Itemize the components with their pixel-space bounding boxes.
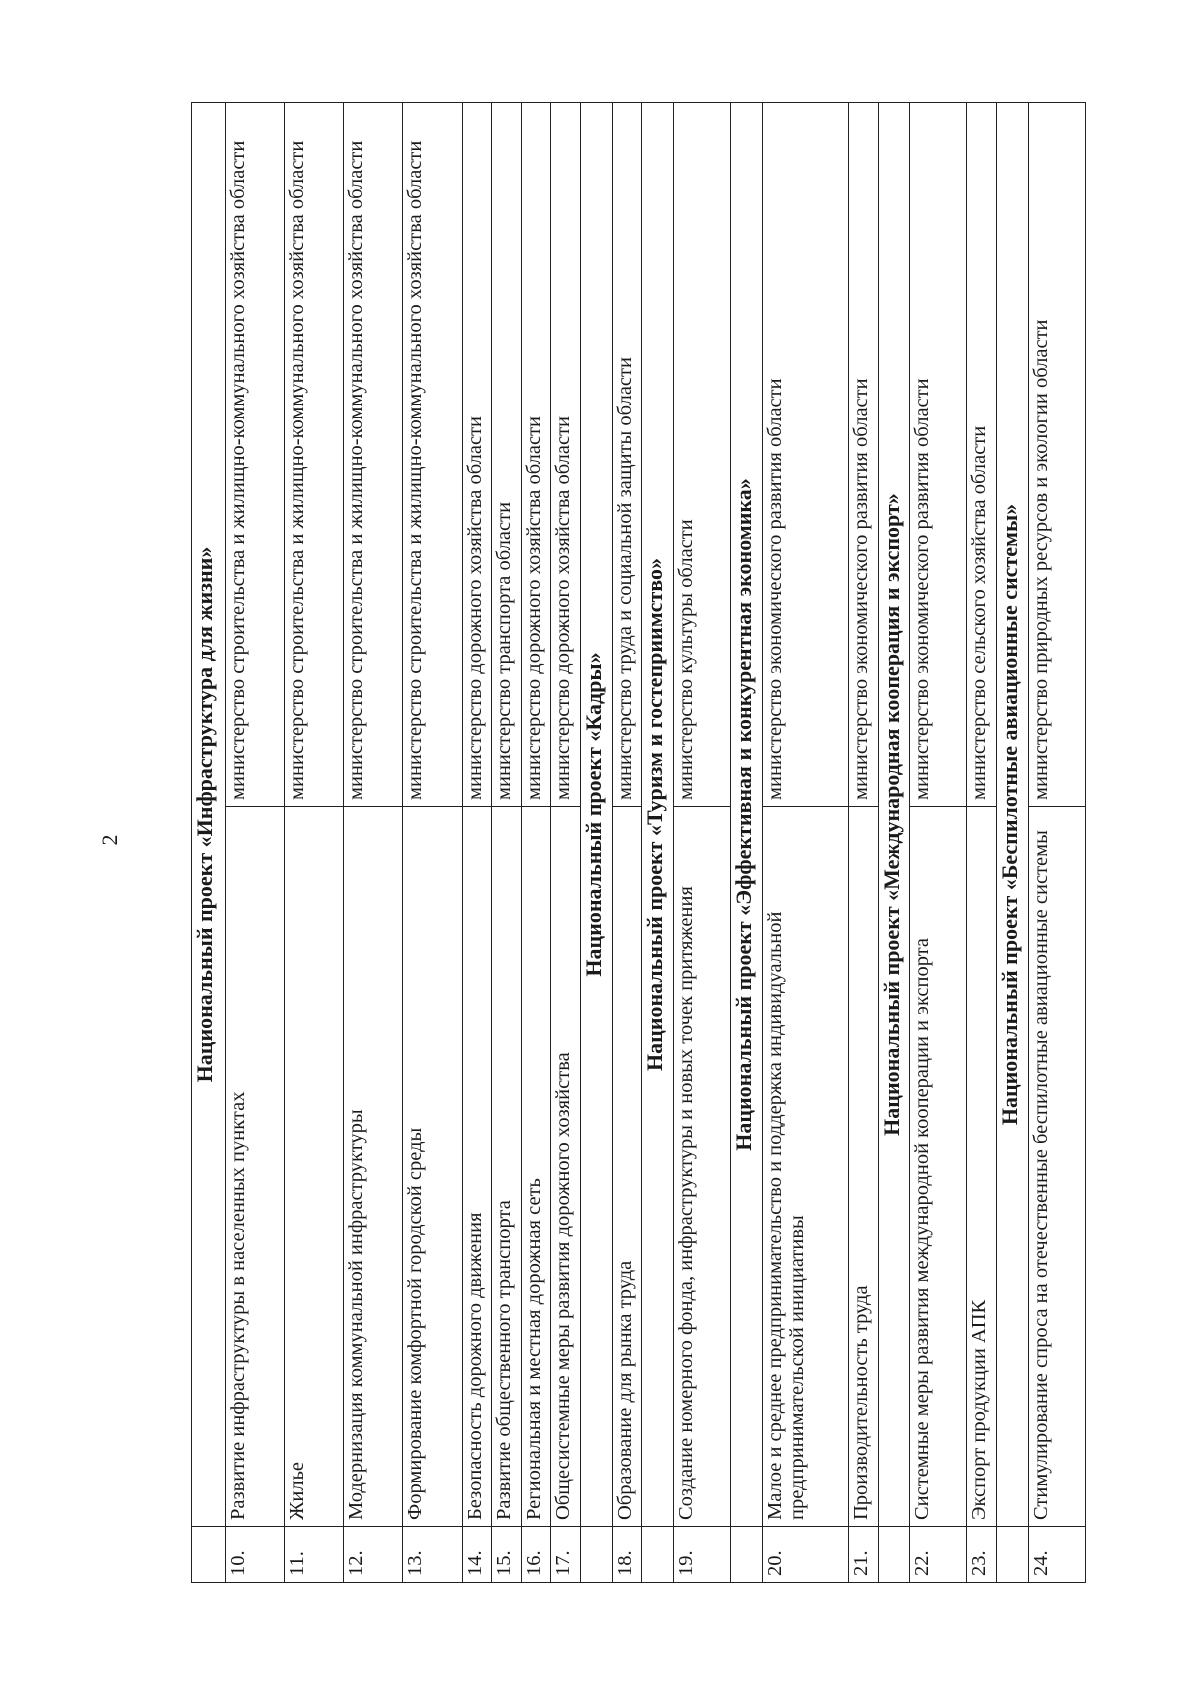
project-name: Стимулирование спроса на отечественные беспилотные авиационные системы <box>1028 807 1085 1527</box>
responsible-ministry: министерство экономического развития области <box>762 103 849 807</box>
responsible-ministry: министерство строительства и жилищно-коммунального хозяйства области <box>284 103 343 807</box>
row-number: 14. <box>462 1527 492 1583</box>
project-name: Производительность труда <box>849 807 879 1527</box>
section-header-row <box>642 103 674 1583</box>
table-row <box>284 103 343 1583</box>
responsible-ministry: министерство дорожного хозяйства области <box>462 103 492 807</box>
section-title: Национальный проект «Беспилотные авиационные системы» <box>997 103 1029 1527</box>
section-number-cell <box>730 1527 762 1583</box>
row-number: 19. <box>673 1527 730 1583</box>
row-number: 17. <box>551 1527 581 1583</box>
table-row <box>344 103 403 1583</box>
section-header-row <box>580 103 612 1583</box>
row-number: 16. <box>521 1527 551 1583</box>
section-number-cell <box>997 1527 1029 1583</box>
page-number: 2 <box>97 834 122 846</box>
table-row <box>673 103 730 1583</box>
section-title: Национальный проект «Международная кооперация и экспорт» <box>878 103 910 1527</box>
section-number-cell <box>192 1527 226 1583</box>
table-row <box>910 103 967 1583</box>
row-number: 20. <box>762 1527 849 1583</box>
section-header-row <box>878 103 910 1583</box>
responsible-ministry: министерство строительства и жилищно-коммунального хозяйства области <box>225 103 284 807</box>
table-row <box>462 103 492 1583</box>
project-name: Региональная и местная дорожная сеть <box>521 807 551 1527</box>
section-number-cell <box>580 1527 612 1583</box>
section-header-row <box>997 103 1029 1583</box>
table-row <box>551 103 581 1583</box>
responsible-ministry: министерство сельского хозяйства области <box>967 103 997 807</box>
project-name: Малое и среднее предпринимательство и поддержка индивидуальной предпринимательской инициативы <box>762 807 849 1527</box>
row-number: 18. <box>612 1527 642 1583</box>
project-name: Создание номерного фонда, инфраструктуры и новых точек притяжения <box>673 807 730 1527</box>
row-number: 12. <box>344 1527 403 1583</box>
section-title: Национальный проект «Туризм и гостеприимство» <box>642 103 674 1527</box>
row-number: 13. <box>403 1527 462 1583</box>
project-name: Модернизация коммунальной инфраструктуры <box>344 807 403 1527</box>
responsible-ministry: министерство дорожного хозяйства области <box>521 103 551 807</box>
table-row <box>403 103 462 1583</box>
section-header-row <box>730 103 762 1583</box>
section-header-row <box>192 103 226 1583</box>
table-row <box>521 103 551 1583</box>
project-name: Формирование комфортной городской среды <box>403 807 462 1527</box>
table-row <box>967 103 997 1583</box>
project-name: Жилье <box>284 807 343 1527</box>
responsible-ministry: министерство культуры области <box>673 103 730 807</box>
section-number-cell <box>878 1527 910 1583</box>
table-row <box>1028 103 1085 1583</box>
projects-table <box>191 102 1086 1583</box>
project-name: Общесистемные меры развития дорожного хозяйства <box>551 807 581 1527</box>
project-name: Экспорт продукции АПК <box>967 807 997 1527</box>
responsible-ministry: министерство дорожного хозяйства области <box>551 103 581 807</box>
project-name: Безопасность дорожного движения <box>462 807 492 1527</box>
table-row <box>225 103 284 1583</box>
section-number-cell <box>642 1527 674 1583</box>
row-number: 15. <box>492 1527 522 1583</box>
responsible-ministry: министерство строительства и жилищно-коммунального хозяйства области <box>344 103 403 807</box>
row-number: 23. <box>967 1527 997 1583</box>
section-title: Национальный проект «Эффективная и конкурентная экономика» <box>730 103 762 1527</box>
projects-table-wrapper <box>191 103 1086 1583</box>
project-name: Системные меры развития международной кооперации и экспорта <box>910 807 967 1527</box>
project-name: Развитие общественного транспорта <box>492 807 522 1527</box>
table-row <box>762 103 849 1583</box>
row-number: 21. <box>849 1527 879 1583</box>
row-number: 10. <box>225 1527 284 1583</box>
responsible-ministry: министерство труда и социальной защиты области <box>612 103 642 807</box>
table-row <box>612 103 642 1583</box>
table-row <box>492 103 522 1583</box>
responsible-ministry: министерство экономического развития области <box>910 103 967 807</box>
responsible-ministry: министерство транспорта области <box>492 103 522 807</box>
section-title: Национальный проект «Инфраструктура для жизни» <box>192 103 226 1527</box>
project-name: Образование для рынка труда <box>612 807 642 1527</box>
table-row <box>849 103 879 1583</box>
responsible-ministry: министерство строительства и жилищно-коммунального хозяйства области <box>403 103 462 807</box>
project-name: Развитие инфраструктуры в населенных пунктах <box>225 807 284 1527</box>
responsible-ministry: министерство природных ресурсов и экологии области <box>1028 103 1085 807</box>
section-title: Национальный проект «Кадры» <box>580 103 612 1527</box>
row-number: 22. <box>910 1527 967 1583</box>
responsible-ministry: министерство экономического развития области <box>849 103 879 807</box>
row-number: 11. <box>284 1527 343 1583</box>
row-number: 24. <box>1028 1527 1085 1583</box>
